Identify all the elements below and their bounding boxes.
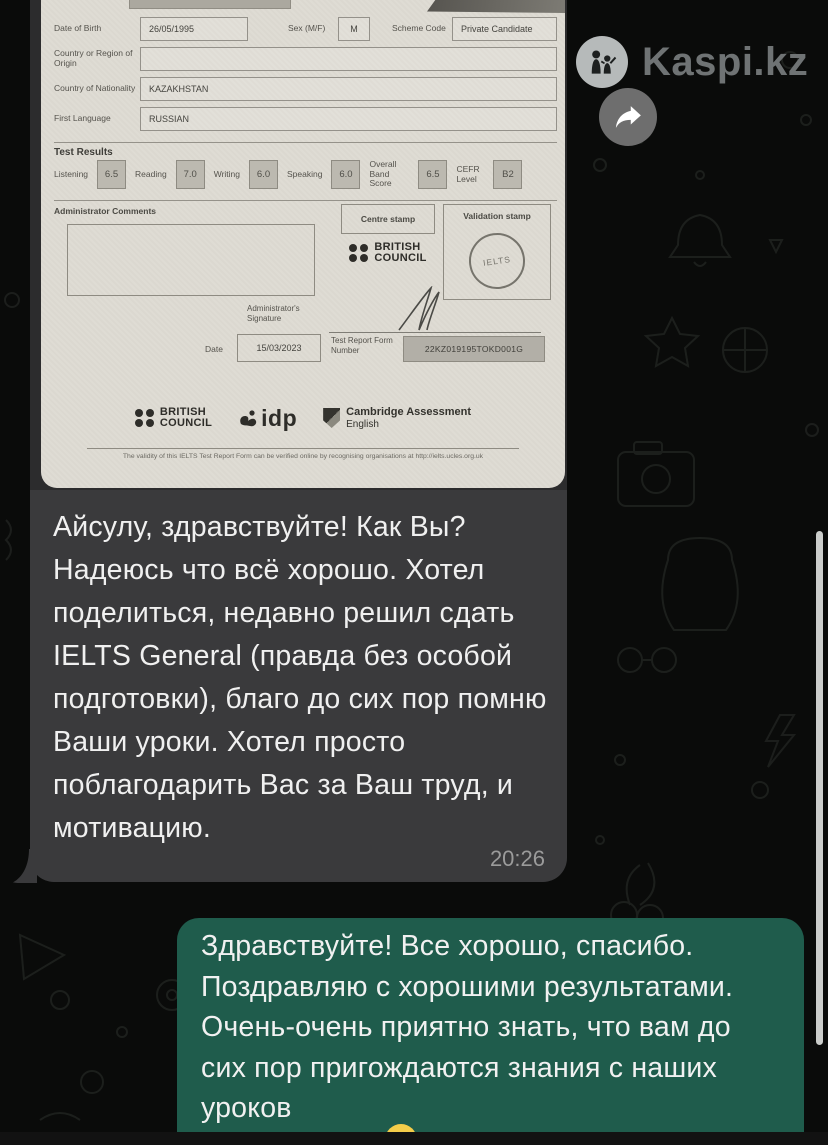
admin-comments-label: Administrator Comments — [54, 206, 157, 216]
validity-footer-text: The validity of this IELTS Test Report Form can be verified online by recognising organisations at http://ielts.ucles.org.uk — [122, 453, 484, 460]
kaspi-figures-icon — [586, 48, 618, 76]
cefr-level-label: CEFR Level — [456, 164, 480, 184]
scheme-code-label: Scheme Code — [392, 23, 446, 34]
sex-label: Sex (M/F) — [288, 23, 326, 34]
signature-line — [329, 332, 541, 333]
doc-date-label: Date — [205, 344, 223, 354]
date-of-birth-value: 26/05/1995 — [140, 17, 248, 41]
doc-row-language — [54, 106, 557, 132]
scrollbar-thumb[interactable] — [816, 531, 823, 1045]
ielts-paper — [41, 0, 565, 488]
candidate-photo-corner — [427, 0, 565, 13]
british-council-stamp-text: BRITISH COUNCIL — [374, 241, 427, 265]
kaspi-logo-icon — [576, 36, 628, 88]
writing-label: Writing — [213, 168, 240, 179]
cefr-level-value: B2 — [493, 160, 522, 189]
test-scores-row — [54, 160, 557, 189]
idp-logo — [238, 405, 297, 432]
origin-value — [140, 47, 557, 71]
speaking-label: Speaking — [287, 168, 323, 179]
ielts-report-image[interactable] — [30, 0, 567, 490]
doc-row-origin — [54, 46, 557, 72]
forward-arrow-icon — [615, 105, 642, 129]
footer-divider — [87, 448, 519, 449]
speaking-score: 6.0 — [331, 160, 360, 189]
incoming-message-time: 20:26 — [489, 846, 545, 871]
signature-scribble — [381, 286, 451, 332]
validation-stamp-section — [443, 204, 551, 300]
centre-stamp-section — [341, 204, 435, 264]
incoming-bubble-tail — [13, 849, 37, 883]
reading-label: Reading — [135, 168, 167, 179]
kaspi-watermark — [576, 36, 808, 88]
incoming-message-text: Айсулу, здравствуйте! Как Вы? Надеюсь что всё хорошо. Хотел поделиться, недавно решил сдать IELTS General (правда без особой подготовки), благо до сих пор помню Ваши уроки. Хотел просто поблагодарить Вас за Ваш труд, и мотивацию. — [53, 511, 547, 844]
trf-number-label: Test Report Form Number — [331, 336, 393, 355]
doc-date-value: 15/03/2023 — [237, 334, 321, 362]
test-results-title: Test Results — [54, 147, 113, 158]
incoming-message-bubble[interactable] — [30, 0, 567, 882]
writing-score: 6.0 — [249, 160, 278, 189]
british-council-logo-text: BRITISH COUNCIL — [159, 405, 213, 429]
first-language-value: RUSSIAN — [140, 107, 557, 131]
idp-figure-icon — [238, 408, 258, 428]
idp-logo-text: idp — [261, 404, 298, 431]
british-council-dots-icon — [349, 244, 369, 262]
overall-band-label: Overall Band Score — [369, 159, 397, 189]
trf-number-value: 22KZ019195TOKD001G — [403, 336, 545, 362]
personal-details-section — [54, 16, 557, 136]
kaspi-watermark-text: Kaspi.kz — [642, 39, 809, 84]
sex-value: M — [338, 17, 370, 41]
cambridge-logo — [323, 406, 471, 429]
date-of-birth-label: Date of Birth — [54, 23, 102, 34]
nationality-value: KAZAKHSTAN — [140, 77, 557, 101]
cambridge-shield-icon — [323, 408, 340, 428]
doc-row-nationality — [54, 76, 557, 102]
doc-row-birth-sex-scheme — [54, 16, 557, 42]
listening-score: 6.5 — [97, 160, 126, 189]
centre-stamp-label: Centre stamp — [341, 204, 435, 234]
divider — [54, 200, 557, 201]
nationality-label: Country of Nationality — [54, 83, 136, 94]
reading-score: 7.0 — [176, 160, 205, 189]
cambridge-logo-text: Cambridge Assessment English — [346, 406, 472, 430]
scheme-code-value: Private Candidate — [452, 17, 557, 41]
admin-comments-box — [67, 224, 315, 296]
overall-band-score: 6.5 — [418, 160, 447, 189]
british-council-stamp-logo — [341, 242, 435, 264]
outgoing-message-text: Здравствуйте! Все хорошо, спасибо. Поздравляю с хорошими результатами. Очень-очень приятно знать, что вам до сих пор пригождаются знания с наших уроков — [201, 930, 734, 1124]
ielts-validation-stamp-icon: IELTS — [465, 229, 528, 292]
origin-label: Country or Region of Origin — [54, 48, 133, 68]
outgoing-message-bubble[interactable] — [177, 918, 804, 1145]
partner-logos-row — [41, 392, 565, 444]
british-council-logo — [135, 407, 212, 429]
bottom-bar — [0, 1132, 828, 1145]
divider — [54, 142, 557, 143]
administrator-signature-label: Administrator's Signature — [247, 304, 300, 323]
forward-share-button[interactable] — [599, 88, 657, 146]
validation-stamp-label: Validation stamp — [463, 211, 531, 221]
british-council-dots-icon — [135, 409, 155, 427]
first-language-label: First Language — [54, 113, 111, 124]
cropped-field-box — [129, 0, 291, 9]
listening-label: Listening — [54, 168, 89, 179]
